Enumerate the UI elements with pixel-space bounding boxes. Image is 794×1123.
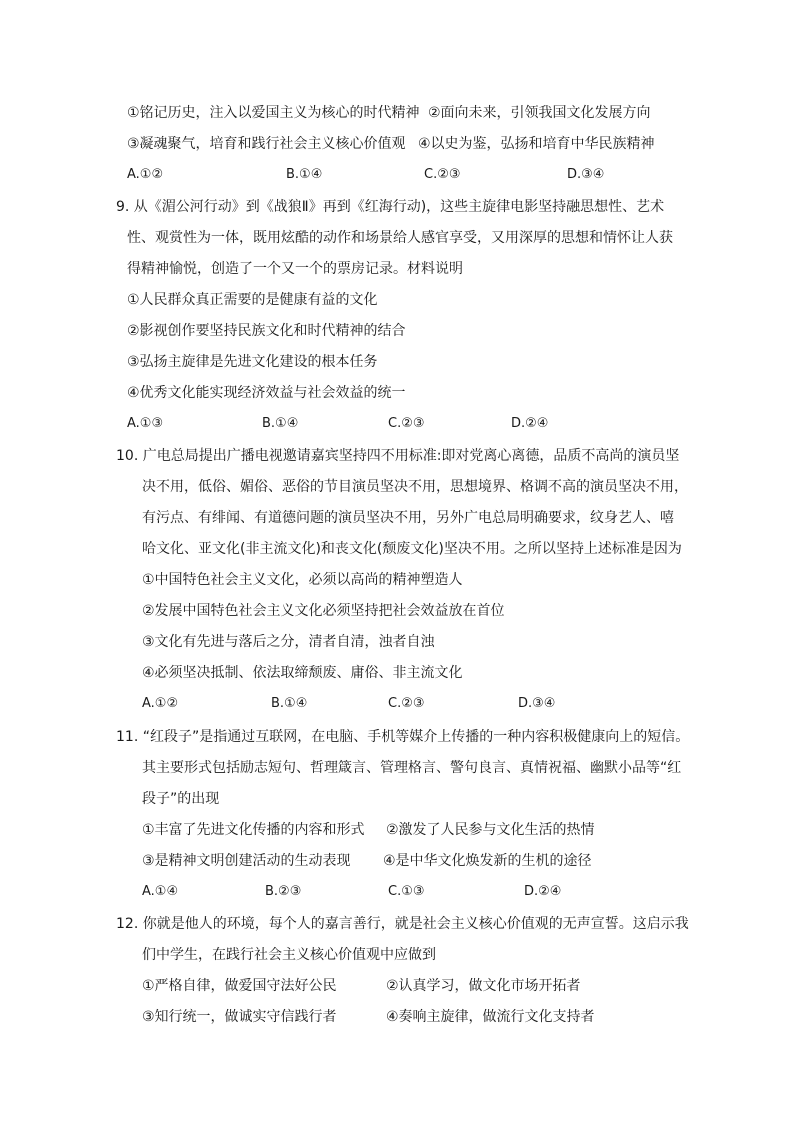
q9-stem-line-3: 得精神愉悦，创造了一个又一个的票房记录。材料说明 <box>127 261 463 277</box>
q9-option-d: D.②④ <box>511 416 549 431</box>
q11-option-b: B.②③ <box>265 884 302 899</box>
q10-option-c: C.②③ <box>388 696 425 711</box>
q12-stem-line-1: 12. 你就是他人的环境，每个人的嘉言善行，就是社会主义核心价值观的无声宣誓。这启示我 <box>116 916 689 932</box>
q10-statement-2: ②发展中国特色社会主义文化必须坚持把社会效益放在首位 <box>142 603 505 619</box>
q12-statement-4: ④奏响主旋律，做流行文化支持者 <box>386 1009 595 1025</box>
q11-option-a: A.①④ <box>142 884 179 899</box>
prev-option-a: A.①② <box>127 167 164 182</box>
q9-stem-line-1: 9. 从《湄公河行动》到《战狼Ⅱ》再到《红海行动)，这些主旋律电影坚持融思想性、艺术 <box>116 199 665 215</box>
q11-statement-2: ②激发了人民参与文化生活的热情 <box>386 822 595 838</box>
q10-option-d: D.③④ <box>518 696 556 711</box>
q11-stem-line-3: 段子”的出现 <box>142 791 220 807</box>
prev-statement-3: ③凝魂聚气，培育和践行社会主义核心价值观 <box>127 136 406 152</box>
prev-statement-1: ①铭记历史，注入以爱国主义为核心的时代精神 <box>127 105 420 121</box>
q11-option-d: D.②④ <box>524 884 562 899</box>
q12-statement-1: ①严格自律，做爱国守法好公民 <box>142 978 337 994</box>
q10-statement-1: ①中国特色社会主义文化，必须以高尚的精神塑造人 <box>142 572 463 588</box>
q11-option-c: C.①③ <box>388 884 425 899</box>
q11-statement-3: ③是精神文明创建活动的生动表现 <box>142 853 351 869</box>
q9-statement-2: ②影视创作要坚持民族文化和时代精神的结合 <box>127 323 406 339</box>
q9-statement-4: ④优秀文化能实现经济效益与社会效益的统一 <box>127 385 406 401</box>
q11-stem-line-2: 其主要形式包括励志短句、哲理箴言、管理格言、警句良言、真情祝福、幽默小品等“红 <box>142 760 682 776</box>
q10-stem-line-4: 哈文化、亚文化(非主流文化)和丧文化(颓废文化)坚决不用。之所以坚持上述标准是因为 <box>142 541 682 557</box>
q11-statement-4: ④是中华文化焕发新的生机的途径 <box>383 853 592 869</box>
q10-stem-line-1: 10. 广电总局提出广播电视邀请嘉宾坚持四不用标准:即对党离心离德，品质不高尚的演员坚 <box>116 448 680 464</box>
prev-statement-4: ④以史为鉴，弘扬和培育中华民族精神 <box>418 136 655 152</box>
q9-statement-3: ③弘扬主旋律是先进文化建设的根本任务 <box>127 354 378 370</box>
q9-option-a: A.①③ <box>127 416 164 431</box>
q9-stem-line-2: 性、观赏性为一体，既用炫酷的动作和场景给人感官享受，又用深厚的思想和情怀让人获 <box>127 230 673 246</box>
q9-statement-1: ①人民群众真正需要的是健康有益的文化 <box>127 292 378 308</box>
prev-option-b: B.①④ <box>286 167 323 182</box>
q12-statement-2: ②认真学习，做文化市场开拓者 <box>386 978 581 994</box>
q10-statement-4: ④必须坚决抵制、依法取缔颓废、庸俗、非主流文化 <box>142 665 463 681</box>
prev-option-d: D.③④ <box>567 167 605 182</box>
q9-option-b: B.①④ <box>262 416 299 431</box>
q10-statement-3: ③文化有先进与落后之分，清者自清，浊者自浊 <box>142 634 435 650</box>
q10-stem-line-3: 有污点、有绯闻、有道德问题的演员坚决不用，另外广电总局明确要求，纹身艺人、嘻 <box>142 510 674 526</box>
prev-option-c: C.②③ <box>424 167 461 182</box>
q11-stem-line-1: 11. “红段子”是指通过互联网，在电脑、手机等媒介上传播的一种内容积极健康向上的短信。 <box>116 729 690 745</box>
q11-statement-1: ①丰富了先进文化传播的内容和形式 <box>142 822 365 838</box>
q10-stem-line-2: 决不用，低俗、媚俗、恶俗的节目演员坚决不用，思想境界、格调不高的演员坚决不用， <box>142 479 688 495</box>
q9-option-c: C.②③ <box>388 416 425 431</box>
q10-option-b: B.①④ <box>271 696 308 711</box>
prev-statement-2: ②面向未来，引领我国文化发展方向 <box>428 105 651 121</box>
q10-option-a: A.①② <box>142 696 179 711</box>
q12-statement-3: ③知行统一，做诚实守信践行者 <box>142 1009 337 1025</box>
q12-stem-line-2: 们中学生，在践行社会主义核心价值观中应做到 <box>142 947 436 963</box>
